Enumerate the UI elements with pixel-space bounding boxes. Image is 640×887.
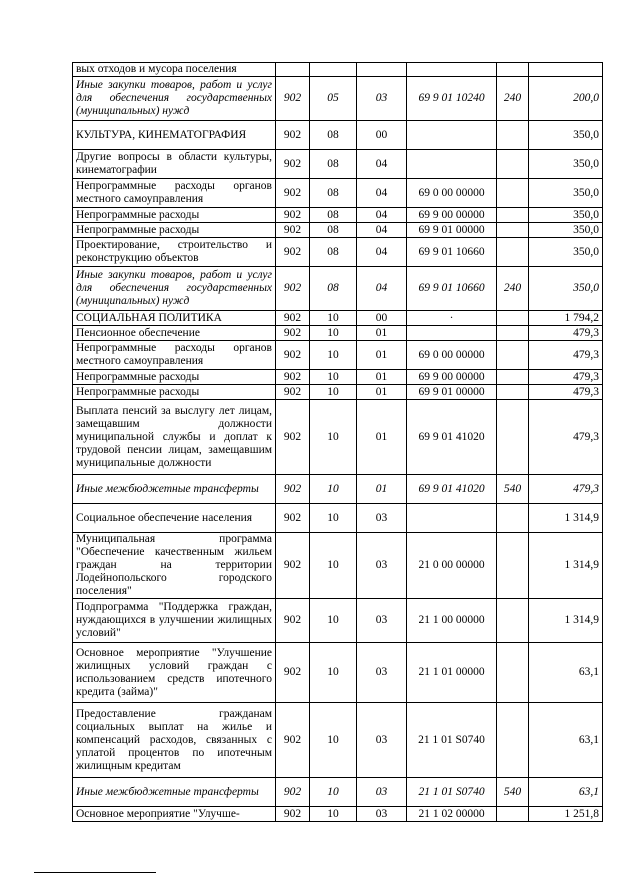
amount: 1 314,9 (529, 533, 603, 599)
table-row (73, 341, 603, 370)
code-vr: 540 (497, 475, 529, 504)
code-rz: 08 (310, 267, 357, 311)
code-rz: 10 (310, 504, 357, 533)
code-pr: 03 (357, 643, 407, 703)
code-gr: 902 (276, 77, 310, 121)
table-row (73, 326, 603, 341)
code-pr (357, 63, 407, 77)
code-gr: 902 (276, 121, 310, 150)
amount: 1 251,8 (529, 807, 603, 822)
amount: 350,0 (529, 238, 603, 267)
amount: 350,0 (529, 267, 603, 311)
code-rz: 08 (310, 121, 357, 150)
code-gr: 902 (276, 179, 310, 208)
code-pr: 03 (357, 599, 407, 643)
code-pr: 01 (357, 341, 407, 370)
row-name (73, 400, 276, 475)
code-gr: 902 (276, 533, 310, 599)
row-name (73, 223, 276, 238)
row-name-text: Основное мероприятие "Улучшение жилищных условий граждан с использованием средств ипотечного кредита (займа)" (76, 646, 272, 698)
code-vr (497, 807, 529, 822)
amount: 479,3 (529, 385, 603, 400)
amount: 479,3 (529, 400, 603, 475)
row-name (73, 238, 276, 267)
code-csr: 69 9 01 41020 (407, 400, 497, 475)
code-csr: 69 9 01 10240 (407, 77, 497, 121)
row-name (73, 121, 276, 150)
row-name (73, 599, 276, 643)
amount: 1 314,9 (529, 599, 603, 643)
table-row (73, 475, 603, 504)
code-gr (276, 63, 310, 77)
amount: 1 314,9 (529, 504, 603, 533)
row-name (73, 475, 276, 504)
code-csr (407, 63, 497, 77)
code-vr: 540 (497, 778, 529, 807)
code-rz: 10 (310, 400, 357, 475)
code-pr: 01 (357, 326, 407, 341)
code-rz: 10 (310, 475, 357, 504)
code-pr: 03 (357, 778, 407, 807)
row-name-text: Иные закупки товаров, работ и услуг для обеспечения государственных (муниципальных) нужд (76, 79, 272, 117)
code-gr: 902 (276, 370, 310, 385)
row-name-text: Непрограммные расходы органов местного самоуправления (76, 180, 272, 205)
code-csr: 69 0 00 00000 (407, 179, 497, 208)
code-gr: 902 (276, 208, 310, 223)
table-row (73, 370, 603, 385)
code-rz: 10 (310, 643, 357, 703)
table-row (73, 400, 603, 475)
code-rz: 08 (310, 208, 357, 223)
amount: 350,0 (529, 223, 603, 238)
code-rz: 10 (310, 807, 357, 822)
budget-table (72, 62, 603, 822)
row-name (73, 267, 276, 311)
code-vr (497, 400, 529, 475)
code-gr: 902 (276, 643, 310, 703)
table-row (73, 223, 603, 238)
code-rz: 10 (310, 385, 357, 400)
row-name (73, 208, 276, 223)
amount: 479,3 (529, 475, 603, 504)
code-gr: 902 (276, 504, 310, 533)
code-vr (497, 533, 529, 599)
code-pr: 03 (357, 533, 407, 599)
table-row (73, 121, 603, 150)
code-rz: 08 (310, 223, 357, 238)
row-name-text: Предоставление гражданам социальных выплат на жилье и компенсаций расходов, связанных с уплатой процентов по ипотечным жилищным кредитам (76, 707, 272, 772)
row-name-text: СОЦИАЛЬНАЯ ПОЛИТИКА (76, 311, 222, 324)
code-pr: 03 (357, 504, 407, 533)
row-name (73, 77, 276, 121)
row-name (73, 326, 276, 341)
code-vr (497, 703, 529, 778)
code-csr: · (407, 311, 497, 326)
code-csr: 21 1 01 00000 (407, 643, 497, 703)
row-name-text: вых отходов и мусора поселения (76, 63, 237, 75)
code-pr: 04 (357, 238, 407, 267)
table-row (73, 807, 603, 822)
amount: 1 794,2 (529, 311, 603, 326)
table-row (73, 778, 603, 807)
table-row (73, 63, 603, 77)
code-vr (497, 385, 529, 400)
code-rz: 10 (310, 311, 357, 326)
row-name-text: Непрограммные расходы органов местного самоуправления (76, 342, 272, 367)
code-vr (497, 121, 529, 150)
code-pr: 04 (357, 179, 407, 208)
row-name (73, 311, 276, 326)
table-row (73, 179, 603, 208)
amount: 479,3 (529, 341, 603, 370)
code-csr (407, 326, 497, 341)
row-name (73, 504, 276, 533)
row-name-text: Основное мероприятие "Улучше- (76, 807, 240, 820)
amount: 350,0 (529, 121, 603, 150)
code-csr: 21 1 01 S0740 (407, 778, 497, 807)
code-rz: 10 (310, 533, 357, 599)
code-vr: 240 (497, 267, 529, 311)
table-row (73, 703, 603, 778)
code-csr: 69 9 01 00000 (407, 385, 497, 400)
code-pr: 01 (357, 400, 407, 475)
table-row (73, 208, 603, 223)
code-rz: 08 (310, 179, 357, 208)
code-gr: 902 (276, 599, 310, 643)
code-rz: 10 (310, 599, 357, 643)
table-row (73, 504, 603, 533)
code-pr: 00 (357, 311, 407, 326)
row-name (73, 533, 276, 599)
code-csr: 69 9 01 41020 (407, 475, 497, 504)
code-gr: 902 (276, 267, 310, 311)
row-name (73, 643, 276, 703)
code-pr: 04 (357, 150, 407, 179)
code-vr (497, 643, 529, 703)
code-vr (497, 238, 529, 267)
code-vr (497, 370, 529, 385)
row-name-text: Пенсионное обеспечение (76, 326, 200, 339)
amount: 63,1 (529, 778, 603, 807)
amount: 350,0 (529, 179, 603, 208)
code-csr: 69 9 00 00000 (407, 370, 497, 385)
code-pr: 03 (357, 703, 407, 778)
code-csr (407, 121, 497, 150)
amount: 479,3 (529, 370, 603, 385)
table-row (73, 599, 603, 643)
code-pr: 01 (357, 475, 407, 504)
row-name-text: КУЛЬТУРА, КИНЕМАТОГРАФИЯ (76, 128, 247, 141)
code-gr: 902 (276, 400, 310, 475)
row-name-text: Подпрограмма "Поддержка граждан, нуждающихся в улучшении жилищных условий" (76, 601, 272, 639)
code-rz: 05 (310, 77, 357, 121)
row-name (73, 385, 276, 400)
code-vr (497, 504, 529, 533)
code-gr: 902 (276, 341, 310, 370)
amount: 200,0 (529, 77, 603, 121)
code-rz: 08 (310, 238, 357, 267)
code-pr: 00 (357, 121, 407, 150)
code-vr (497, 223, 529, 238)
code-gr: 902 (276, 223, 310, 238)
amount: 350,0 (529, 208, 603, 223)
code-vr: 240 (497, 77, 529, 121)
row-name (73, 778, 276, 807)
code-gr: 902 (276, 807, 310, 822)
code-csr (407, 504, 497, 533)
code-vr (497, 599, 529, 643)
code-vr (497, 150, 529, 179)
code-pr: 04 (357, 267, 407, 311)
code-vr (497, 208, 529, 223)
code-rz: 10 (310, 326, 357, 341)
code-rz: 10 (310, 370, 357, 385)
code-csr: 69 0 00 00000 (407, 341, 497, 370)
footnote-separator (34, 872, 156, 873)
row-name (73, 179, 276, 208)
code-csr: 69 9 00 00000 (407, 208, 497, 223)
code-csr: 21 1 02 00000 (407, 807, 497, 822)
row-name-text: Непрограммные расходы (76, 223, 200, 236)
row-name-text: Иные межбюджетные трансферты (76, 785, 259, 798)
table-row (73, 643, 603, 703)
row-name-text: Непрограммные расходы (76, 370, 200, 383)
row-name-text: Непрограммные расходы (76, 208, 200, 221)
row-name (73, 703, 276, 778)
table-row (73, 267, 603, 311)
code-gr: 902 (276, 475, 310, 504)
row-name-text: Выплата пенсий за выслугу лет лицам, замещавшим должности муниципальной службы и доплат к трудовой пенсии лицам, замещавшим муниципальные должности (76, 404, 272, 469)
code-csr: 21 1 00 00000 (407, 599, 497, 643)
code-pr: 01 (357, 385, 407, 400)
amount (529, 63, 603, 77)
row-name-text: Другие вопросы в области культуры, кинематографии (76, 151, 272, 176)
code-pr: 04 (357, 223, 407, 238)
table-row (73, 238, 603, 267)
code-rz (310, 63, 357, 77)
code-rz: 10 (310, 703, 357, 778)
code-gr: 902 (276, 150, 310, 179)
code-pr: 03 (357, 807, 407, 822)
table-row (73, 311, 603, 326)
table-row (73, 533, 603, 599)
row-name-text: Непрограммные расходы (76, 385, 200, 398)
code-pr: 01 (357, 370, 407, 385)
code-csr (407, 150, 497, 179)
code-gr: 902 (276, 326, 310, 341)
code-vr (497, 63, 529, 77)
row-name (73, 370, 276, 385)
code-csr: 21 1 01 S0740 (407, 703, 497, 778)
amount: 350,0 (529, 150, 603, 179)
code-pr: 03 (357, 77, 407, 121)
code-csr: 69 9 01 00000 (407, 223, 497, 238)
code-csr: 21 0 00 00000 (407, 533, 497, 599)
code-vr (497, 341, 529, 370)
amount: 479,3 (529, 326, 603, 341)
code-rz: 10 (310, 341, 357, 370)
table-row (73, 385, 603, 400)
row-name (73, 63, 276, 77)
code-gr: 902 (276, 311, 310, 326)
code-vr (497, 326, 529, 341)
row-name-text: Муниципальная программа "Обеспечение качественным жильем граждан на территории Лодейнопольского городского поселения" (76, 533, 272, 597)
code-gr: 902 (276, 385, 310, 400)
row-name-text: Проектирование, строительство и реконструкцию объектов (76, 239, 272, 264)
code-vr (497, 311, 529, 326)
code-rz: 08 (310, 150, 357, 179)
code-vr (497, 179, 529, 208)
row-name-text: Социальное обеспечение населения (76, 511, 253, 524)
row-name (73, 807, 276, 822)
code-gr: 902 (276, 238, 310, 267)
code-gr: 902 (276, 778, 310, 807)
row-name (73, 341, 276, 370)
amount: 63,1 (529, 703, 603, 778)
amount: 63,1 (529, 643, 603, 703)
code-csr: 69 9 01 10660 (407, 238, 497, 267)
table-row (73, 77, 603, 121)
row-name (73, 150, 276, 179)
code-gr: 902 (276, 703, 310, 778)
code-pr: 04 (357, 208, 407, 223)
code-rz: 10 (310, 778, 357, 807)
table-row (73, 150, 603, 179)
row-name-text: Иные закупки товаров, работ и услуг для обеспечения государственных (муниципальных) нужд (76, 269, 272, 307)
code-csr: 69 9 01 10660 (407, 267, 497, 311)
row-name-text: Иные межбюджетные трансферты (76, 482, 259, 495)
